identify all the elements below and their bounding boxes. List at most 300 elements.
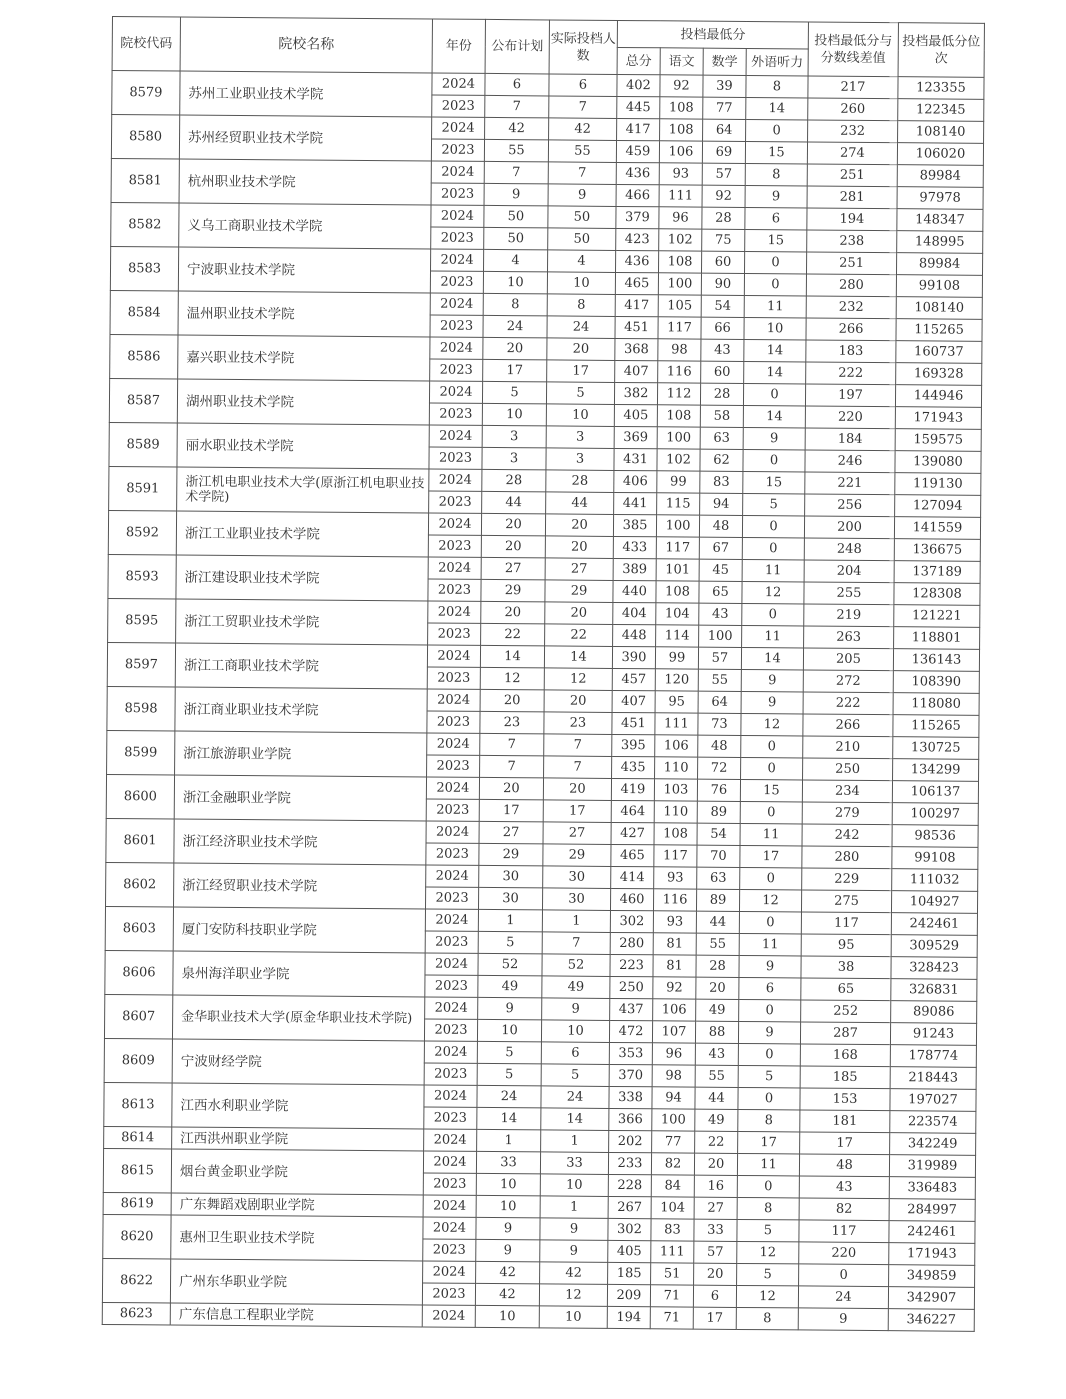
actual-admitted: 22 [545, 624, 613, 647]
actual-admitted: 7 [544, 734, 612, 757]
score-total: 466 [616, 184, 659, 206]
actual-admitted: 7 [548, 162, 616, 185]
actual-admitted: 7 [542, 932, 610, 955]
score-rank: 139080 [895, 451, 981, 474]
published-plan: 14 [480, 645, 544, 668]
published-plan: 28 [482, 469, 546, 492]
actual-admitted: 6 [549, 74, 617, 97]
actual-admitted: 27 [543, 822, 611, 845]
score-rank: 171943 [895, 407, 981, 430]
published-plan: 5 [477, 1041, 541, 1064]
score-chinese: 111 [655, 713, 698, 735]
score-diff: 205 [803, 648, 893, 671]
published-plan: 55 [484, 139, 548, 162]
actual-admitted: 7 [544, 756, 612, 779]
school-name: 嘉兴职业技术学院 [178, 335, 430, 381]
score-total: 451 [615, 316, 658, 338]
year: 2023 [430, 271, 483, 293]
school-code: 8606 [105, 950, 173, 995]
score-rank: 148347 [897, 209, 983, 232]
published-plan: 9 [478, 997, 542, 1020]
actual-admitted: 9 [540, 1240, 608, 1263]
score-total: 353 [609, 1042, 652, 1064]
score-diff: 248 [804, 538, 894, 561]
score-diff: 9 [798, 1308, 888, 1331]
school-code: 8615 [103, 1148, 171, 1193]
actual-admitted: 27 [545, 558, 613, 581]
score-total: 440 [613, 580, 656, 602]
score-foreign-listening: 14 [744, 361, 806, 383]
published-plan: 10 [482, 403, 546, 426]
school-name: 烟台黄金职业学院 [171, 1149, 423, 1195]
score-math: 55 [695, 1065, 738, 1087]
school-name: 湖州职业技术学院 [177, 379, 429, 425]
score-math: 43 [695, 1043, 738, 1065]
actual-admitted: 12 [544, 668, 612, 691]
score-rank: 118801 [894, 627, 980, 650]
header-school-code: 院校代码 [112, 17, 180, 72]
school-code: 8586 [110, 334, 178, 379]
score-math: 83 [700, 471, 743, 493]
score-math: 75 [702, 229, 745, 251]
score-diff: 275 [802, 890, 892, 913]
score-math: 55 [696, 933, 739, 955]
published-plan: 30 [478, 887, 542, 910]
year: 2024 [432, 73, 485, 95]
actual-admitted: 30 [542, 888, 610, 911]
score-math: 55 [698, 669, 741, 691]
actual-admitted: 20 [545, 602, 613, 625]
score-diff: 222 [803, 692, 893, 715]
published-plan: 20 [483, 337, 547, 360]
score-chinese: 112 [657, 383, 700, 405]
school-code: 8599 [107, 730, 175, 775]
score-rank: 130725 [893, 737, 979, 760]
actual-admitted: 24 [547, 316, 615, 339]
header-rank: 投档最低分位次 [898, 23, 984, 78]
year: 2024 [430, 293, 483, 315]
actual-admitted: 5 [541, 1064, 609, 1087]
score-rank: 119130 [895, 473, 981, 496]
score-chinese: 108 [659, 251, 702, 273]
score-rank: 148995 [897, 231, 983, 254]
score-diff: 38 [801, 956, 891, 979]
header-math: 数学 [703, 48, 746, 75]
score-foreign-listening: 0 [741, 757, 803, 779]
school-code: 8583 [110, 246, 178, 291]
score-diff: 266 [806, 318, 896, 341]
school-code: 8622 [102, 1258, 170, 1303]
score-diff: 153 [800, 1088, 890, 1111]
table-body [102, 71, 984, 1332]
score-foreign-listening: 0 [737, 1175, 799, 1197]
published-plan: 30 [479, 865, 543, 888]
score-total: 405 [614, 404, 657, 426]
score-math: 70 [697, 845, 740, 867]
score-diff: 221 [805, 472, 895, 495]
score-chinese: 108 [660, 97, 703, 119]
score-math: 22 [695, 1131, 738, 1153]
actual-admitted: 20 [543, 778, 611, 801]
score-foreign-listening: 8 [745, 163, 807, 185]
year: 2023 [424, 1107, 477, 1129]
score-math: 57 [702, 163, 745, 185]
score-total: 385 [613, 514, 656, 536]
score-foreign-listening: 9 [738, 1021, 800, 1043]
published-plan: 10 [477, 1019, 541, 1042]
school-name: 浙江经济职业技术学院 [174, 819, 426, 865]
score-foreign-listening: 12 [736, 1285, 798, 1307]
score-foreign-listening: 5 [737, 1219, 799, 1241]
published-plan: 6 [485, 73, 549, 96]
published-plan: 52 [478, 953, 542, 976]
score-diff: 204 [804, 560, 894, 583]
published-plan: 5 [482, 381, 546, 404]
year: 2023 [430, 359, 483, 381]
score-total: 459 [616, 140, 659, 162]
school-name: 广东舞蹈戏剧职业学院 [171, 1193, 423, 1217]
score-rank: 89086 [891, 1001, 977, 1024]
score-total: 390 [612, 646, 655, 668]
score-math: 28 [702, 207, 745, 229]
score-foreign-listening: 11 [744, 295, 806, 317]
score-rank: 171943 [889, 1243, 975, 1266]
score-math: 72 [698, 757, 741, 779]
score-chinese: 94 [652, 1087, 695, 1109]
score-foreign-listening: 17 [740, 845, 802, 867]
score-diff: 168 [800, 1044, 890, 1067]
score-foreign-listening: 8 [746, 75, 808, 97]
actual-admitted: 44 [546, 492, 614, 515]
score-math: 20 [696, 977, 739, 999]
score-rank: 197027 [890, 1089, 976, 1112]
score-total: 369 [614, 426, 657, 448]
published-plan: 27 [481, 557, 545, 580]
score-total: 423 [616, 228, 659, 250]
header-total-score: 总分 [617, 47, 660, 74]
school-name: 浙江工贸职业技术学院 [176, 599, 428, 645]
actual-admitted: 10 [541, 1020, 609, 1043]
score-diff: 24 [798, 1286, 888, 1309]
score-math: 33 [694, 1219, 737, 1241]
score-math: 100 [699, 625, 742, 647]
score-total: 202 [609, 1130, 652, 1152]
score-math: 28 [696, 955, 739, 977]
score-math: 89 [697, 801, 740, 823]
school-name: 苏州工业职业技术学院 [180, 71, 432, 117]
score-total: 389 [613, 558, 656, 580]
year: 2023 [428, 623, 481, 645]
score-diff: 281 [807, 186, 897, 209]
score-rank: 89984 [897, 165, 983, 188]
actual-admitted: 3 [546, 448, 614, 471]
score-total: 437 [610, 998, 653, 1020]
score-chinese: 100 [657, 427, 700, 449]
score-foreign-listening: 6 [745, 207, 807, 229]
published-plan: 7 [484, 161, 548, 184]
score-foreign-listening: 9 [743, 427, 805, 449]
score-total: 280 [610, 932, 653, 954]
actual-admitted: 1 [541, 1130, 609, 1153]
score-foreign-listening: 0 [742, 603, 804, 625]
published-plan: 14 [477, 1107, 541, 1130]
score-chinese: 111 [659, 185, 702, 207]
year: 2024 [428, 513, 481, 535]
published-plan: 7 [480, 733, 544, 756]
actual-admitted: 20 [545, 536, 613, 559]
score-chinese: 102 [657, 449, 700, 471]
published-plan: 20 [481, 535, 545, 558]
actual-admitted: 49 [542, 976, 610, 999]
school-name: 浙江商业职业技术学院 [175, 687, 427, 733]
score-foreign-listening: 0 [742, 515, 804, 537]
published-plan: 10 [476, 1195, 540, 1218]
score-math: 43 [701, 339, 744, 361]
year: 2023 [427, 667, 480, 689]
score-rank: 218443 [890, 1067, 976, 1090]
score-total: 448 [613, 624, 656, 646]
school-code: 8593 [108, 554, 176, 599]
score-diff: 232 [808, 120, 898, 143]
school-code: 8595 [108, 598, 176, 643]
score-total: 370 [609, 1064, 652, 1086]
year: 2024 [425, 909, 478, 931]
published-plan: 7 [480, 755, 544, 778]
score-foreign-listening: 5 [738, 1065, 800, 1087]
score-total: 368 [615, 338, 658, 360]
score-chinese: 81 [653, 933, 696, 955]
actual-admitted: 30 [543, 866, 611, 889]
school-code: 8607 [104, 994, 172, 1039]
year: 2024 [429, 381, 482, 403]
score-rank: 342249 [890, 1133, 976, 1156]
published-plan: 9 [484, 183, 548, 206]
score-rank: 137189 [894, 561, 980, 584]
year: 2024 [426, 821, 479, 843]
score-math: 58 [700, 405, 743, 427]
score-total: 194 [607, 1306, 650, 1328]
score-rank: 108390 [893, 671, 979, 694]
score-diff: 263 [804, 626, 894, 649]
published-plan: 20 [480, 689, 544, 712]
published-plan: 3 [482, 447, 546, 470]
actual-admitted: 12 [539, 1284, 607, 1307]
score-rank: 136143 [893, 649, 979, 672]
score-foreign-listening: 5 [743, 493, 805, 515]
score-total: 419 [611, 778, 654, 800]
score-rank: 98536 [892, 825, 978, 848]
actual-admitted: 20 [547, 338, 615, 361]
score-diff: 48 [799, 1154, 889, 1177]
score-rank: 134299 [893, 759, 979, 782]
score-foreign-listening: 15 [743, 471, 805, 493]
score-total: 402 [617, 74, 660, 96]
score-rank: 223574 [890, 1111, 976, 1134]
published-plan: 23 [480, 711, 544, 734]
year: 2024 [423, 1195, 476, 1217]
year: 2023 [429, 403, 482, 425]
actual-admitted: 1 [542, 910, 610, 933]
score-chinese: 104 [651, 1197, 694, 1219]
actual-admitted: 29 [545, 580, 613, 603]
score-foreign-listening: 11 [739, 933, 801, 955]
score-math: 57 [698, 647, 741, 669]
score-foreign-listening: 5 [737, 1263, 799, 1285]
score-rank: 106137 [892, 781, 978, 804]
score-chinese: 105 [658, 295, 701, 317]
score-diff: 222 [806, 362, 896, 385]
score-chinese: 102 [659, 229, 702, 251]
admission-score-sheet [102, 16, 984, 1332]
school-name: 浙江金融职业学院 [174, 775, 426, 821]
score-foreign-listening: 0 [741, 735, 803, 757]
score-foreign-listening: 9 [745, 185, 807, 207]
school-name: 浙江建设职业技术学院 [176, 555, 428, 601]
published-plan: 50 [484, 205, 548, 228]
score-rank: 159575 [895, 429, 981, 452]
score-math: 64 [698, 691, 741, 713]
school-code: 8587 [109, 378, 177, 423]
score-foreign-listening: 15 [745, 229, 807, 251]
score-total: 302 [608, 1218, 651, 1240]
score-rank: 346227 [888, 1309, 974, 1332]
year: 2023 [424, 1063, 477, 1085]
year: 2024 [429, 469, 482, 491]
score-math: 60 [701, 251, 744, 273]
score-math: 6 [693, 1285, 736, 1307]
school-code: 8620 [103, 1214, 171, 1259]
year: 2023 [431, 183, 484, 205]
school-name: 丽水职业技术学院 [177, 423, 429, 469]
published-plan: 49 [478, 975, 542, 998]
score-rank: 118080 [893, 693, 979, 716]
header-year: 年份 [432, 19, 485, 73]
score-total: 465 [615, 272, 658, 294]
score-rank: 160737 [896, 341, 982, 364]
score-chinese: 96 [652, 1043, 695, 1065]
score-rank: 326831 [891, 979, 977, 1002]
score-chinese: 99 [655, 647, 698, 669]
score-chinese: 108 [656, 581, 699, 603]
score-total: 472 [609, 1020, 652, 1042]
school-name: 浙江经贸职业技术学院 [174, 863, 426, 909]
year: 2024 [424, 1085, 477, 1107]
score-chinese: 98 [658, 339, 701, 361]
score-total: 395 [612, 734, 655, 756]
score-foreign-listening: 12 [741, 713, 803, 735]
school-name: 浙江工商职业技术学院 [175, 643, 427, 689]
score-diff: 280 [806, 274, 896, 297]
year: 2024 [423, 1217, 476, 1239]
score-chinese: 107 [652, 1021, 695, 1043]
score-chinese: 96 [659, 207, 702, 229]
score-total: 233 [608, 1152, 651, 1174]
year: 2024 [431, 161, 484, 183]
score-foreign-listening: 12 [737, 1241, 799, 1263]
year: 2024 [427, 645, 480, 667]
year: 2024 [423, 1261, 476, 1283]
score-chinese: 92 [660, 75, 703, 97]
school-code: 8582 [111, 202, 179, 247]
year: 2024 [428, 557, 481, 579]
score-foreign-listening: 8 [737, 1197, 799, 1219]
actual-admitted: 50 [548, 206, 616, 229]
year: 2023 [428, 579, 481, 601]
published-plan: 8 [483, 293, 547, 316]
score-rank: 89984 [897, 253, 983, 276]
year: 2024 [430, 337, 483, 359]
score-chinese: 115 [657, 493, 700, 515]
score-diff: 252 [801, 1000, 891, 1023]
score-math: 62 [700, 449, 743, 471]
score-foreign-listening: 14 [744, 339, 806, 361]
school-code: 8602 [106, 862, 174, 907]
score-diff: 117 [799, 1220, 889, 1243]
score-math: 27 [694, 1197, 737, 1219]
score-chinese: 51 [651, 1263, 694, 1285]
score-rank: 122345 [898, 99, 984, 122]
score-math: 16 [694, 1175, 737, 1197]
score-foreign-listening: 15 [740, 779, 802, 801]
score-math: 64 [703, 119, 746, 141]
header-chinese: 语文 [660, 48, 703, 75]
score-math: 45 [699, 559, 742, 581]
score-rank: 242461 [889, 1221, 975, 1244]
header-score-diff: 投档最低分与分数线差值 [808, 22, 898, 77]
score-total: 441 [614, 492, 657, 514]
score-rank: 319989 [889, 1155, 975, 1178]
score-chinese: 101 [656, 559, 699, 581]
score-rank: 111032 [892, 869, 978, 892]
actual-admitted: 10 [546, 404, 614, 427]
actual-admitted: 10 [539, 1306, 607, 1329]
school-name: 广东信息工程职业学院 [170, 1303, 422, 1327]
score-diff: 217 [808, 76, 898, 99]
score-diff: 232 [806, 296, 896, 319]
score-foreign-listening: 11 [742, 559, 804, 581]
score-foreign-listening: 0 [743, 449, 805, 471]
score-math: 54 [697, 823, 740, 845]
score-diff: 256 [805, 494, 895, 517]
published-plan: 24 [483, 315, 547, 338]
school-code: 8600 [106, 774, 174, 819]
published-plan: 5 [477, 1063, 541, 1086]
actual-admitted: 42 [549, 118, 617, 141]
admission-score-table [102, 16, 985, 1332]
score-math: 90 [701, 273, 744, 295]
score-diff: 279 [802, 802, 892, 825]
school-name: 温州职业技术学院 [178, 291, 430, 337]
score-math: 63 [697, 867, 740, 889]
header-school-name: 院校名称 [180, 17, 432, 73]
score-total: 250 [610, 976, 653, 998]
score-chinese: 117 [654, 845, 697, 867]
published-plan: 3 [482, 425, 546, 448]
score-rank: 141559 [894, 517, 980, 540]
actual-admitted: 6 [541, 1042, 609, 1065]
score-foreign-listening: 14 [746, 97, 808, 119]
score-diff: 246 [805, 450, 895, 473]
year: 2023 [426, 799, 479, 821]
score-rank: 115265 [896, 319, 982, 342]
year: 2024 [429, 425, 482, 447]
school-code: 8603 [105, 906, 173, 951]
actual-admitted: 20 [544, 690, 612, 713]
score-chinese: 71 [650, 1285, 693, 1307]
actual-admitted: 55 [548, 140, 616, 163]
score-chinese: 93 [653, 911, 696, 933]
published-plan: 33 [476, 1151, 540, 1174]
